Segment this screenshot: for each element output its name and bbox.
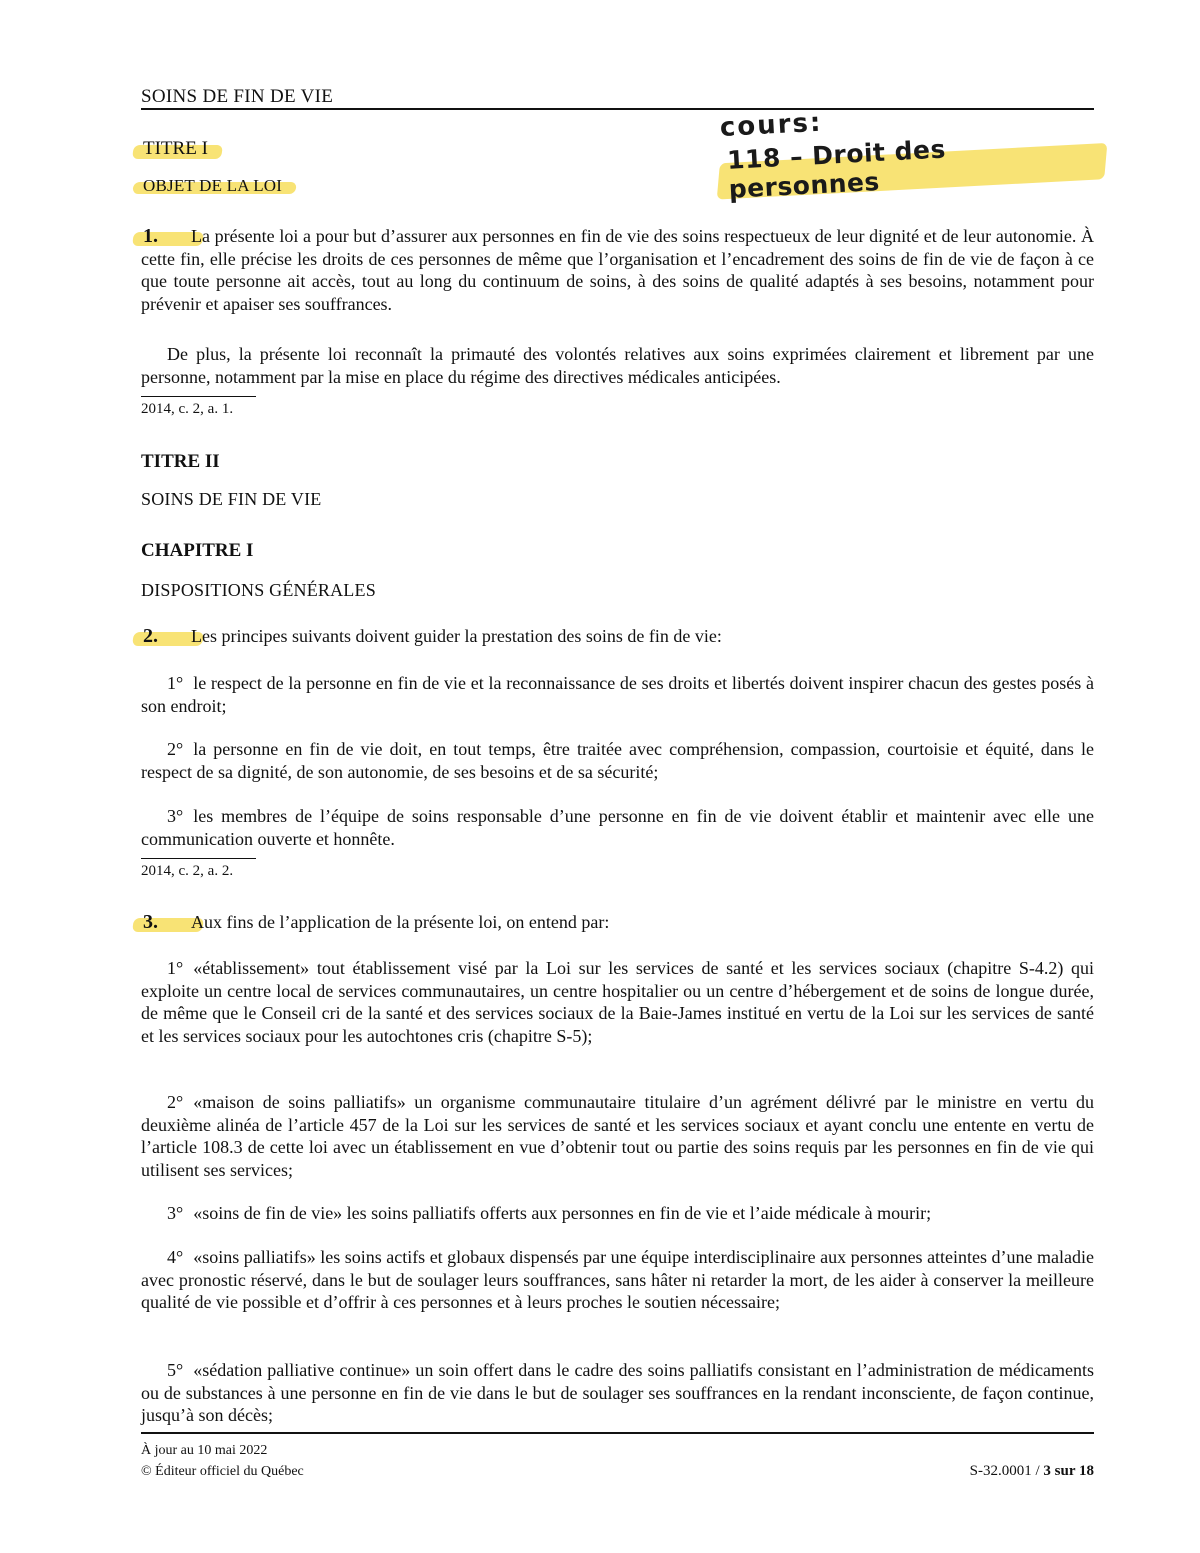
item-number: 2° — [167, 739, 184, 759]
handwritten-annotation-line1: cours: — [719, 107, 824, 143]
footer-page-info — [970, 1461, 1094, 1482]
list-item — [141, 1091, 1094, 1181]
item-text: «établissement» tout établissement visé par la Loi sur les services de santé et les services sociaux (chapitre S-4.2) qui exploite un centre local de services communautaires, un centre hospitalier ou un centre d’hébergement et de soins de longue durée, de même que le Conseil cri de la santé et des services sociaux de la Baie-James institué en vertu de la Loi sur les services de santé et les services sociaux pour les autochtones cris (chapitre S-5); — [141, 958, 1094, 1046]
list-item — [141, 672, 1094, 717]
item-number: 3° — [167, 806, 184, 826]
item-text: «maison de soins palliatifs» un organisme communautaire titulaire d’un agrément délivré par le ministre en vertu du deuxième alinéa de l’article 457 de la Loi sur les services de santé et les services sociaux et ayant conclu une entente en vertu de l’article 108.3 de cette loi avec un établissement en vue d’obtenir tout ou partie des soins requis par les personnes en fin de vie qui utilisent ses services; — [141, 1092, 1094, 1180]
titre-2-label: TITRE II — [141, 451, 220, 472]
source-citation: 2014, c. 2, a. 2. — [141, 863, 234, 879]
list-item — [141, 1359, 1094, 1427]
article-2-source — [141, 858, 1094, 880]
item-text: «sédation palliative continue» un soin offert dans le cadre des soins palliatifs consistant en l’administration de médicaments ou de substances à une personne en fin de vie dans le but de soulager ses souffrances en la rendant inconsciente, de façon continue, jusqu’à son décès; — [141, 1360, 1094, 1426]
article-3 — [141, 911, 1094, 934]
titre-1-heading — [141, 176, 1094, 196]
item-number: 4° — [167, 1247, 184, 1267]
page-footer — [141, 1440, 1094, 1482]
list-item — [141, 805, 1094, 850]
item-text: «soins de fin de vie» les soins palliatifs offerts aux personnes en fin de vie et l’aide médicale à mourir; — [193, 1203, 932, 1223]
footer-rule — [141, 1432, 1094, 1434]
article-2-intro-text: Les principes suivants doivent guider la prestation des soins de fin de vie: — [191, 626, 722, 646]
footer-publisher: © Éditeur officiel du Québec — [141, 1464, 304, 1479]
titre-2-heading: SOINS DE FIN DE VIE — [141, 489, 322, 509]
item-number: 2° — [167, 1092, 184, 1112]
article-3-number: 3. — [141, 911, 191, 934]
list-item — [141, 1202, 1094, 1225]
titre-1-heading-text: OBJET DE LA LOI — [143, 176, 283, 195]
source-rule — [141, 396, 256, 397]
article-3-item-3 — [141, 1202, 1094, 1225]
article-2-item-2 — [141, 738, 1094, 783]
list-item — [141, 738, 1094, 783]
item-number: 1° — [167, 958, 184, 978]
item-number: 1° — [167, 673, 184, 693]
chapitre-1-heading: DISPOSITIONS GÉNÉRALES — [141, 580, 376, 600]
item-text: «soins palliatifs» les soins actifs et globaux dispensés par une équipe interdisciplinaire aux personnes atteintes d’une maladie avec pronostic réservé, dans le but de soulager leurs souffrances, sans hâter ni retarder la mort, de les aider à conserver la meilleure qualité de vie possible et d’offrir à ces personnes et à leurs proches le soutien nécessaire; — [141, 1247, 1094, 1313]
article-1-p2 — [141, 343, 1094, 388]
article-1-source — [141, 396, 1094, 418]
article-1-paragraph-2: De plus, la présente loi reconnaît la primauté des volontés relatives aux soins exprimées clairement et librement par une personne, notamment par la mise en place du régime des directives médicales anticipées. — [141, 344, 1094, 387]
list-item — [141, 1246, 1094, 1314]
titre-1-label-text: TITRE I — [143, 138, 208, 159]
list-item — [141, 957, 1094, 1047]
article-1-number: 1. — [141, 225, 191, 248]
source-citation: 2014, c. 2, a. 1. — [141, 401, 234, 417]
item-text: le respect de la personne en fin de vie et la reconnaissance de ses droits et libertés doivent inspirer chacun des gestes posés à son endroit; — [141, 673, 1094, 716]
source-rule — [141, 858, 256, 859]
header-rule — [141, 108, 1094, 110]
annotation-highlight: 118 – Droit des personnes — [724, 127, 1095, 204]
chapitre-1-label: CHAPITRE I — [141, 540, 254, 561]
footer-page-number: 3 sur 18 — [1043, 1463, 1094, 1479]
article-2 — [141, 625, 1094, 648]
running-header: SOINS DE FIN DE VIE — [141, 86, 334, 107]
article-3-item-5 — [141, 1359, 1094, 1427]
item-text: la personne en fin de vie doit, en tout temps, être traitée avec compréhension, compassion, courtoisie et équité, dans le respect de sa dignité, de son autonomie, de ses besoins et de sa sécurité; — [141, 739, 1094, 782]
article-3-item-2 — [141, 1091, 1094, 1181]
item-text: les membres de l’équipe de soins responsable d’une personne en fin de vie doivent établir et maintenir avec elle une communication ouverte et honnête. — [141, 806, 1094, 849]
article-1-text: La présente loi a pour but d’assurer aux personnes en fin de vie des soins respectueux de leur dignité et de leur autonomie. À cette fin, elle précise les droits de ces personnes de même que l’organisation et l’encadrement des soins de fin de vie de façon à ce que toute personne ait accès, tout au long du continuum de soins, à des soins de qualité adaptés à ses besoins, notamment pour prévenir et apaiser ses souffrances. — [141, 226, 1094, 314]
article-3-item-4 — [141, 1246, 1094, 1314]
footer-update-date: À jour au 10 mai 2022 — [141, 1443, 268, 1458]
item-number: 3° — [167, 1203, 184, 1223]
article-3-intro — [141, 911, 1094, 934]
item-number: 5° — [167, 1360, 184, 1380]
document-page — [141, 0, 1094, 1553]
article-2-number: 2. — [141, 625, 191, 648]
article-2-item-3 — [141, 805, 1094, 850]
article-2-intro — [141, 625, 1094, 648]
footer-code: S-32.0001 / — [969, 1463, 1040, 1479]
article-1 — [141, 225, 1094, 315]
article-3-intro-text: Aux fins de l’application de la présente loi, on entend par: — [191, 912, 610, 932]
article-2-item-1 — [141, 672, 1094, 717]
article-1-paragraph-1 — [141, 225, 1094, 315]
titre-1-label — [141, 138, 1094, 160]
article-3-item-1 — [141, 957, 1094, 1047]
